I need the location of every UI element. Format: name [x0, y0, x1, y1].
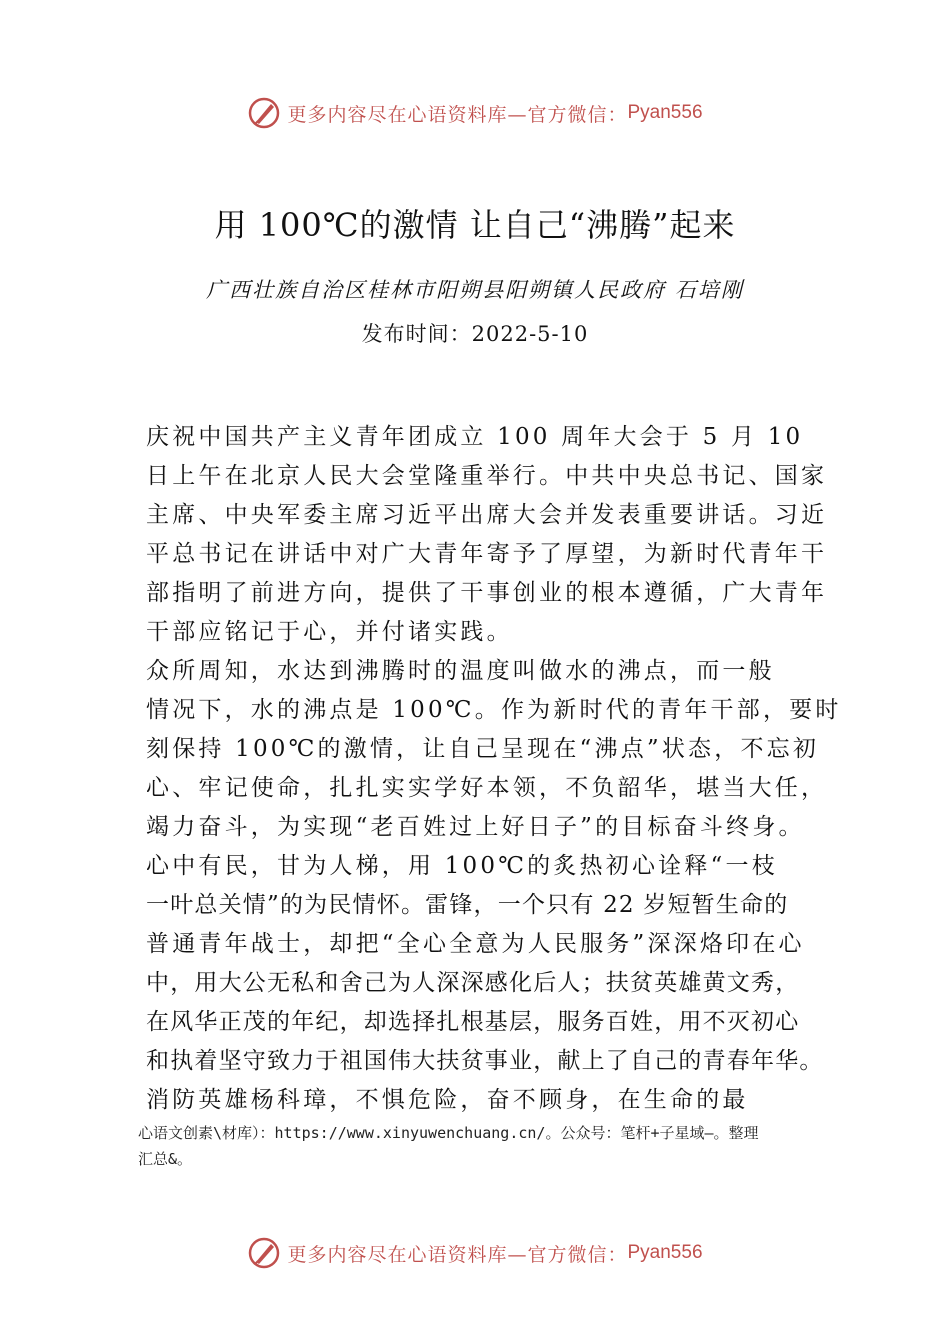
footnote-line: 心语文创素\材库）：https://www.xinyuwenchuang.cn/。公众号：笔杆+子星域—。整理 — [138, 1124, 759, 1142]
header-banner — [0, 93, 950, 133]
quill-pen-logo-icon — [247, 96, 281, 130]
body-line: 情况下，水的沸点是 100℃。作为新时代的青年干部，要时 — [146, 697, 842, 723]
body-line: 干部应铭记于心，并付诸实践。 — [146, 619, 513, 645]
source-footnote — [138, 1120, 838, 1172]
body-line: 在风华正茂的年纪，却选择扎根基层，服务百姓，用不灭初心 — [146, 1009, 800, 1035]
body-line: 竭力奋斗，为实现“老百姓过上好日子”的目标奋斗终身。 — [146, 814, 805, 840]
body-line: 消防英雄杨科璋，不惧危险，奋不顾身，在生命的最 — [146, 1087, 749, 1113]
body-line: 庆祝中国共产主义青年团成立 100 周年大会于 5 月 10 — [146, 424, 804, 450]
body-line: 平总书记在讲话中对广大青年寄予了厚望，为新时代青年干 — [146, 541, 828, 567]
article-title: 用 100℃的激情 让自己“沸腾”起来 — [214, 206, 736, 244]
footnote-line: 汇总&。 — [138, 1150, 193, 1168]
banner-text: 更多内容尽在心语资料库—官方微信： — [287, 1243, 628, 1266]
article-author: 广西壮族自治区桂林市阳朔县阳朔镇人民政府 石培刚 — [206, 278, 744, 302]
body-line: 众所周知，水达到沸腾时的温度叫做水的沸点，而一般 — [146, 658, 775, 684]
body-line: 一叶总关情”的为民情怀。雷锋，一个只有 22 岁短暂生命的 — [146, 892, 789, 918]
body-line: 部指明了前进方向，提供了干事创业的根本遵循，广大青年 — [146, 580, 828, 606]
body-line: 日上午在北京人民大会堂隆重举行。中共中央总书记、国家 — [146, 463, 828, 489]
publish-date: 发布时间：2022-5-10 — [361, 322, 589, 346]
quill-pen-logo-icon — [247, 1236, 281, 1270]
footer-banner — [0, 1233, 950, 1273]
body-line: 刻保持 100℃的激情，让自己呈现在“沸点”状态，不忘初 — [146, 736, 820, 762]
banner-text: 更多内容尽在心语资料库—官方微信： — [287, 103, 628, 126]
body-line: 和执着坚守致力于祖国伟大扶贫事业，献上了自己的青春年华。 — [146, 1048, 824, 1074]
banner-wechat-id: Pyan556 — [627, 1242, 703, 1263]
body-line: 主席、中央军委主席习近平出席大会并发表重要讲话。习近 — [146, 502, 828, 528]
body-line: 中，用大公无私和舍己为人深深感化后人；扶贫英雄黄文秀， — [146, 970, 800, 996]
banner-wechat-id: Pyan556 — [627, 102, 703, 123]
body-line: 普通青年战士，却把“全心全意为人民服务”深深烙印在心 — [146, 931, 805, 957]
body-line: 心、牢记使命，扎扎实实学好本领，不负韶华，堪当大任， — [146, 775, 828, 801]
body-line: 心中有民，甘为人梯，用 100℃的炙热初心诠释“一枝 — [146, 853, 778, 879]
